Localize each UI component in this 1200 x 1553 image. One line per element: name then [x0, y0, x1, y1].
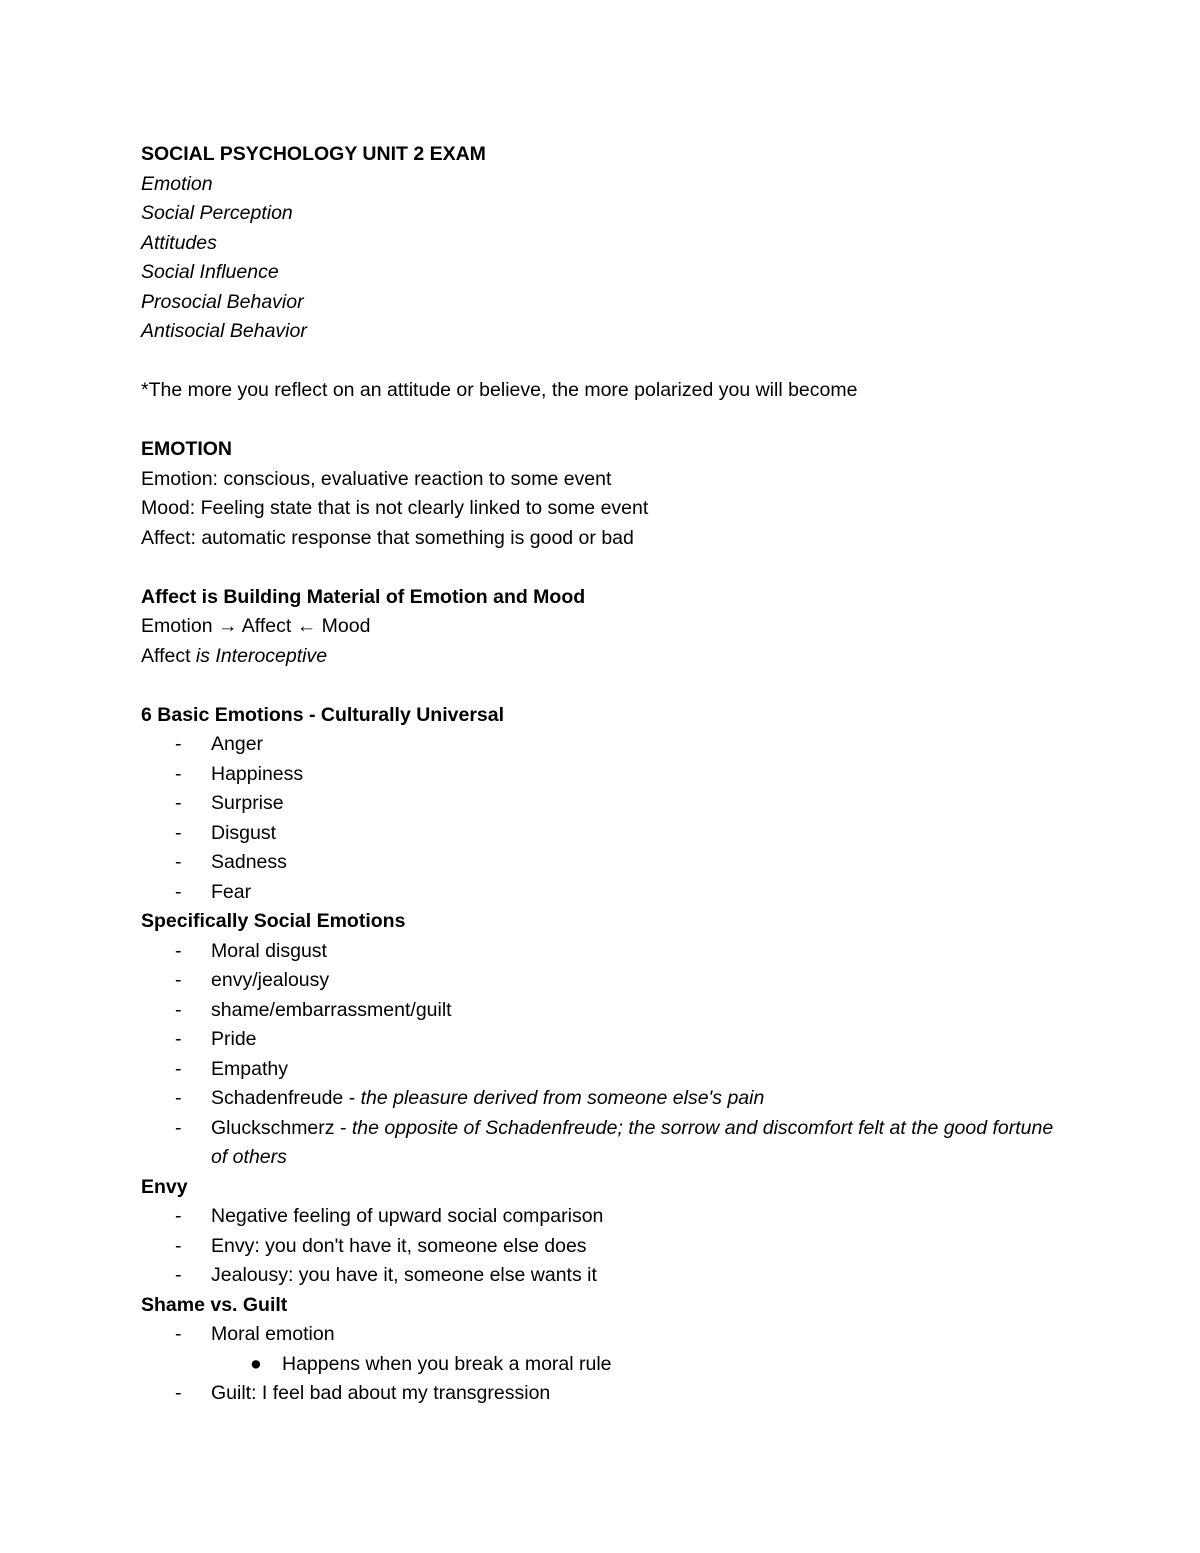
list-item-text: Guilt: I feel bad about my transgression	[211, 1382, 551, 1404]
list-item	[141, 1320, 1061, 1350]
list-item	[141, 1261, 1061, 1291]
list-item	[141, 1084, 1061, 1114]
list-item-text: Pride	[211, 1028, 257, 1050]
spacer	[141, 553, 1061, 583]
list-item	[141, 1114, 1061, 1173]
list-item	[141, 937, 1061, 967]
list-item-text: Sadness	[211, 851, 287, 873]
list-item-text: Moral emotion	[211, 1323, 335, 1345]
dash-marker: -	[175, 1264, 182, 1286]
list-item-text: envy/jealousy	[211, 969, 330, 991]
list-item	[141, 789, 1061, 819]
interoceptive-predicate: is Interoceptive	[195, 644, 328, 667]
definition-schadenfreude: the pleasure derived from someone else's pain	[360, 1087, 765, 1109]
spacer	[141, 671, 1061, 701]
sub-list-item	[141, 1350, 1061, 1380]
section-heading-envy: Envy	[141, 1175, 188, 1198]
definition-line: Mood: Feeling state that is not clearly linked to some event	[141, 497, 649, 519]
dash-marker: -	[175, 851, 182, 873]
list-item-text: Surprise	[211, 792, 284, 814]
list-item	[141, 878, 1061, 908]
topic-item: Social Influence	[141, 261, 279, 283]
dash-marker: -	[175, 1028, 182, 1050]
document-page	[141, 140, 1061, 1409]
section-heading-affect: Affect is Building Material of Emotion and Mood	[141, 585, 586, 608]
section-heading-emotion: EMOTION	[141, 438, 232, 460]
list-item	[141, 1379, 1061, 1409]
list-item-text: Disgust	[211, 821, 277, 844]
dash-marker: -	[175, 762, 182, 785]
list-item-text: Anger	[211, 733, 264, 755]
section-heading-shame-guilt: Shame vs. Guilt	[141, 1293, 288, 1316]
list-item	[141, 1055, 1061, 1085]
topic-item: Social Perception	[141, 202, 293, 224]
interoceptive-subject: Affect	[141, 644, 196, 667]
dash-marker: -	[175, 1323, 182, 1345]
topic-item: Emotion	[141, 172, 213, 195]
spacer	[141, 347, 1061, 377]
list-item-text: Negative feeling of upward social comparison	[211, 1205, 604, 1227]
topic-item: Prosocial Behavior	[141, 290, 304, 313]
dash-marker: -	[175, 792, 182, 814]
dash-marker: -	[175, 1234, 182, 1257]
list-item	[141, 848, 1061, 878]
list-item	[141, 1202, 1061, 1232]
list-item	[141, 966, 1061, 996]
topic-item: Antisocial Behavior	[141, 320, 307, 342]
dash-marker: -	[175, 1382, 182, 1404]
list-item-text: Envy: you don't have it, someone else does	[211, 1234, 587, 1257]
list-item-text: Moral disgust	[211, 939, 327, 962]
spacer	[141, 406, 1061, 436]
term-gluckschmerz: Gluckschmerz -	[211, 1116, 352, 1139]
list-item	[141, 730, 1061, 760]
bullet-marker: ●	[250, 1352, 262, 1375]
list-item	[141, 1232, 1061, 1262]
dash-marker: -	[175, 1205, 182, 1227]
section-heading-basic-emotions: 6 Basic Emotions - Culturally Universal	[141, 703, 505, 726]
sub-list-item-text: Happens when you break a moral rule	[282, 1352, 612, 1375]
list-item	[141, 760, 1061, 790]
list-item	[141, 996, 1061, 1026]
note-text: *The more you reflect on an attitude or believe, the more polarized you will become	[141, 379, 858, 401]
definition-line: Affect: automatic response that something is good or bad	[141, 526, 634, 549]
dash-marker: -	[175, 939, 182, 962]
list-item-text: shame/embarrassment/guilt	[211, 998, 452, 1021]
dash-marker: -	[175, 880, 182, 903]
section-heading-social-emotions: Specifically Social Emotions	[141, 910, 406, 932]
list-item-text: Fear	[211, 880, 252, 903]
list-item	[141, 1025, 1061, 1055]
dash-marker: -	[175, 733, 182, 755]
dash-marker: -	[175, 1116, 182, 1139]
term-schadenfreude: Schadenfreude -	[211, 1087, 361, 1109]
doc-title: SOCIAL PSYCHOLOGY UNIT 2 EXAM	[141, 143, 486, 165]
definition-gluckschmerz: the opposite of Schadenfreude; the sorrow and discomfort felt at the good fortune of others	[211, 1116, 1054, 1168]
dash-marker: -	[175, 969, 182, 991]
list-item	[141, 819, 1061, 849]
dash-marker: -	[175, 821, 182, 844]
list-item-text: Happiness	[211, 762, 304, 785]
list-item-text: Empathy	[211, 1057, 288, 1080]
topic-item: Attitudes	[141, 231, 217, 254]
dash-marker: -	[175, 1087, 182, 1109]
dash-marker: -	[175, 1057, 182, 1080]
dash-marker: -	[175, 998, 182, 1021]
relation-line: Emotion → Affect ← Mood	[141, 615, 371, 637]
definition-line: Emotion: conscious, evaluative reaction to some event	[141, 467, 612, 490]
list-item-text: Jealousy: you have it, someone else wants it	[211, 1264, 597, 1286]
interoceptive-line	[141, 642, 1061, 672]
